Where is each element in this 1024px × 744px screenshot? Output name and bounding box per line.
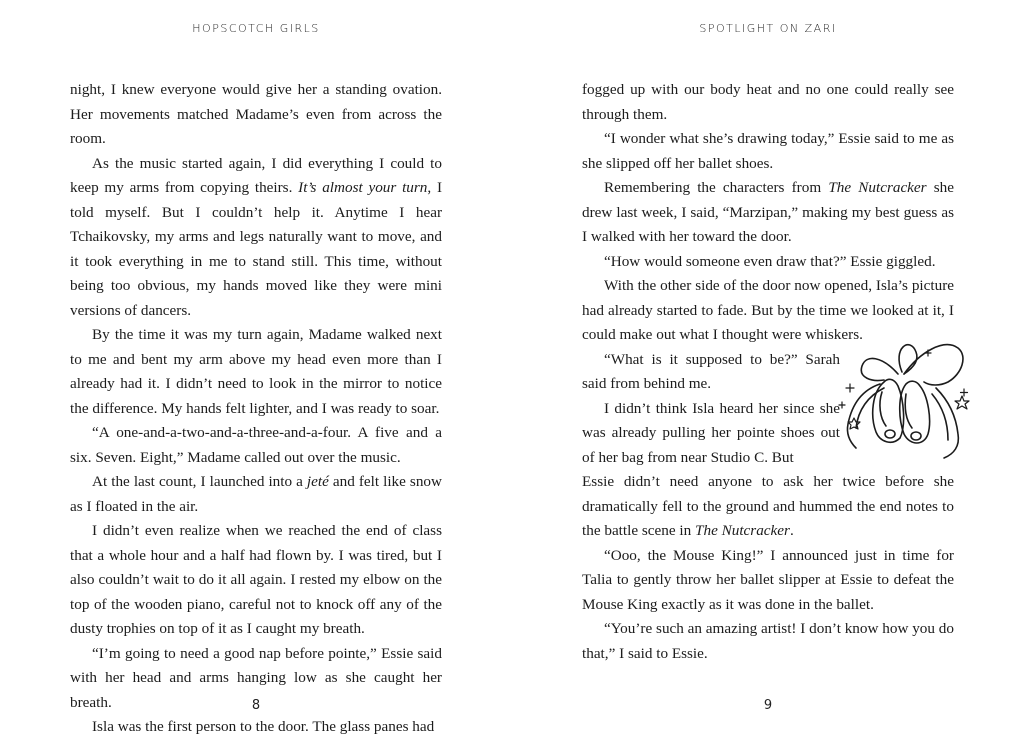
italic-text: The Nutcracker	[828, 179, 927, 196]
right-body-wrapped	[582, 348, 840, 471]
italic-text: It’s almost your turn	[298, 179, 428, 196]
paragraph-text: she drew last week, I said, “Marzipan,” making my best guess as I walked with her toward the door.	[582, 179, 954, 245]
paragraph	[70, 519, 442, 642]
paragraph-text: and felt like snow as I floated in the air.	[70, 473, 442, 515]
paragraph-text: As the music started again, I did everything I could to keep my arms from copying theirs.	[70, 154, 442, 196]
paragraph-text: At the last count, I launched into a	[92, 473, 307, 490]
paragraph-text: “I’m going to need a good nap before pointe,” Essie said with her head and arms hanging low as she caught her breath.	[70, 644, 442, 711]
paragraph	[582, 78, 954, 127]
italic-text: The Nutcracker	[695, 522, 790, 539]
paragraph	[582, 127, 954, 176]
page-number-right: 9	[763, 698, 773, 713]
paragraph	[70, 78, 442, 152]
running-head-left: HOPSCOTCH GIRLS	[192, 22, 320, 35]
paragraph	[70, 421, 442, 470]
paragraph-text: “I wonder what she’s drawing today,” Essie said to me as she slipped off her ballet shoes.	[582, 130, 954, 172]
paragraph-text: .	[789, 522, 794, 539]
italic-text: jeté	[306, 473, 329, 490]
paragraph	[70, 470, 442, 519]
paragraph	[582, 397, 840, 471]
paragraph	[70, 715, 442, 740]
paragraph-text: By the time it was my turn again, Madame walked next to me and bent my arm above my head even more than I already had it. I didn’t need to look in the mirror to notice the difference. My hands felt lighter, and I was ready to soar.	[70, 326, 442, 417]
paragraph	[70, 323, 442, 421]
paragraph-text: “You’re such an amazing artist! I don’t know how you do that,” I said to Essie.	[582, 620, 954, 662]
paragraph	[582, 470, 954, 544]
paragraph-text: “A one-and-a-two-and-a-three-and-a-four. A five and a six. Seven. Eight,” Madame called out over the music.	[70, 424, 442, 466]
right-body-top	[582, 78, 954, 348]
paragraph	[582, 544, 954, 618]
paragraph-text: Isla was the first person to the door. The glass panes had	[92, 718, 435, 735]
paragraph-text: “Ooo, the Mouse King!” I announced just in time for Talia to gently throw her ballet slipper at Essie to defeat the Mouse King exactly as it was done in the ballet.	[582, 546, 954, 613]
paragraph	[582, 250, 954, 275]
right-body-bottom	[582, 470, 954, 666]
paragraph-text: Essie didn’t need anyone to ask her twice before she dramatically fell to the ground and hummed the end notes to the battle scene in	[582, 473, 954, 539]
paragraph-text: “How would someone even draw that?” Essie giggled.	[604, 252, 936, 270]
paragraph	[582, 617, 954, 666]
paragraph-text: I didn’t even realize when we reached the end of class that a whole hour and a half had flown by. I was tired, but I also couldn’t wait to do it all again. I rested my elbow on the top of the wooden piano, careful not to knock off any of the dusty trophies on top of it as I caught my breath.	[70, 522, 442, 637]
paragraph	[70, 152, 442, 324]
paragraph	[582, 176, 954, 250]
paragraph-text: “What is it supposed to be?” Sarah said from behind me.	[582, 350, 840, 392]
paragraph-text: I didn’t think Isla heard her since she was already pulling her pointe shoes out of her bag from near Studio C. But	[582, 399, 840, 466]
left-page-body	[70, 78, 442, 740]
paragraph-text: , I told myself. But I couldn’t help it. Anytime I hear Tchaikovsky, my arms and legs naturally want to move, and it took everything in me to stand still. This time, without being too obvious, my hands moved like they were mini versions of dancers.	[70, 179, 443, 319]
paragraph-text: fogged up with our body heat and no one could really see through them.	[582, 81, 954, 123]
paragraph-text: night, I knew everyone would give her a standing ovation. Her movements matched Madame’s even from across the room.	[70, 81, 442, 147]
page-number-left: 8	[251, 698, 261, 713]
paragraph-text: With the other side of the door now opened, Isla’s picture had already started to fade. But by the time we looked at it, I could make out what I thought were whiskers.	[582, 277, 954, 343]
running-head-right: SPOTLIGHT ON ZARI	[699, 22, 837, 35]
paragraph	[582, 348, 840, 397]
paragraph-text: Remembering the characters from	[604, 179, 829, 196]
ballet-slippers-icon	[832, 330, 970, 470]
